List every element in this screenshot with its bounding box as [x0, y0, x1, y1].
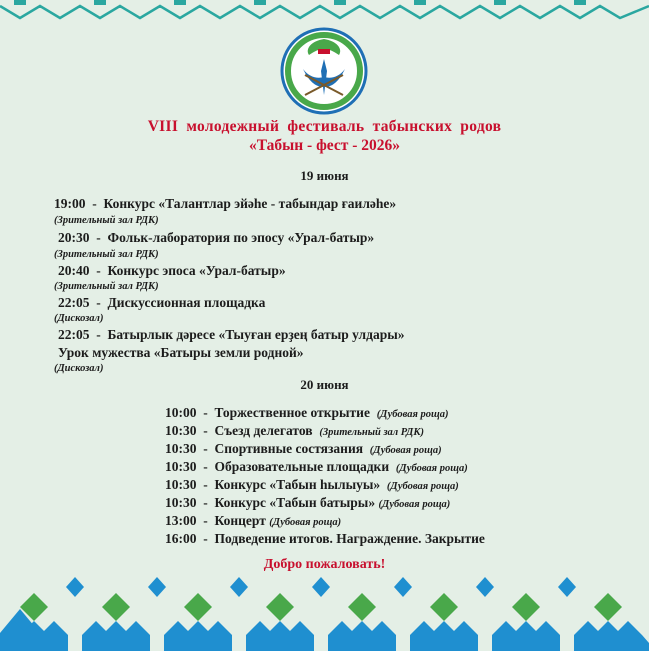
day1-event-2: 20:30 - Фольк-лаборатория по эпосу «Урал-батыр»	[58, 230, 375, 245]
day1-event-3: 20:40 - Конкурс эпоса «Урал-батыр»	[58, 263, 286, 278]
festival-emblem	[279, 25, 369, 117]
day1-event-3-venue: (Зрительный зал РДК)	[54, 281, 159, 292]
festival-title: VIII молодежный фестиваль табынских родов	[147, 118, 502, 135]
day1-event-1-venue: (Зрительный зал РДК)	[54, 215, 159, 226]
day1-event-1: 19:00 - Конкурс «Талантлар эйәһе - табындар ғаиләһе»	[54, 196, 397, 211]
day1-event-5: 22:05 - Батырлык дәресе «Тыуған ерҙең батыр улдары»	[58, 327, 405, 342]
festival-subtitle: «Табын - фест - 2026»	[248, 137, 401, 154]
day1-event-5-ru: Урок мужества «Батыры земли родной»	[58, 345, 304, 360]
day2-event-1: 10:00 - Торжественное открытие (Дубовая роща)	[165, 405, 449, 420]
day1-event-4: 22:05 - Дискуссионная площадка	[58, 295, 266, 310]
day2-event-5: 10:30 - Конкурс «Табын һылыуы» (Дубовая роща)	[165, 477, 459, 492]
day2-event-7: 13:00 - Концерт (Дубовая роща)	[165, 513, 342, 528]
day1-event-4-venue: (Дискозал)	[54, 313, 104, 324]
day2-event-3: 10:30 - Спортивные состязания (Дубовая роща)	[165, 441, 442, 456]
day2-event-6: 10:30 - Конкурс «Табын батыры» (Дубовая роща)	[165, 495, 451, 510]
day2-event-8: 16:00 - Подведение итогов. Награждение. Закрытие	[165, 531, 485, 546]
day2-date: 20 июня	[300, 377, 349, 392]
bottom-ornament-border	[0, 573, 649, 651]
day1-date: 19 июня	[300, 168, 349, 183]
day2-event-2: 10:30 - Съезд делегатов (Зрительный зал РДК)	[165, 423, 424, 438]
top-ornament-border	[0, 0, 649, 24]
day1-event-5-venue: (Дискозал)	[54, 363, 104, 374]
welcome-text: Добро пожаловать!	[263, 557, 386, 572]
day1-event-2-venue: (Зрительный зал РДК)	[54, 249, 159, 260]
day2-event-4: 10:30 - Образовательные площадки (Дубовая роща)	[165, 459, 468, 474]
